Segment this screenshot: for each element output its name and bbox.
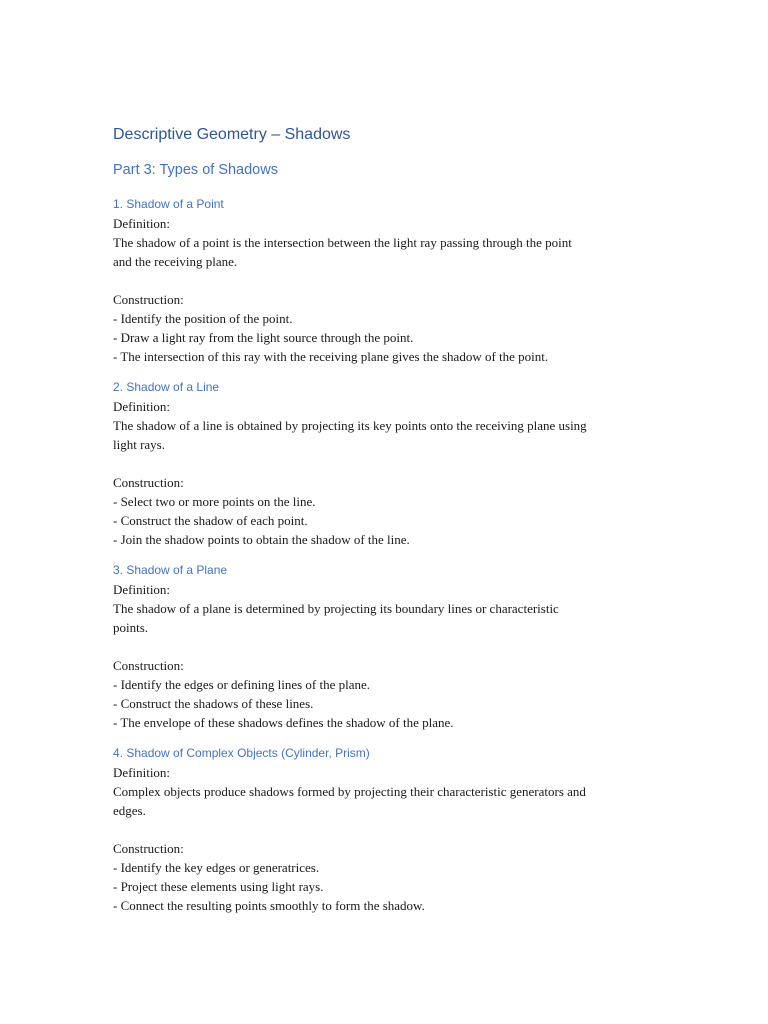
section-shadow-of-plane bbox=[113, 561, 658, 732]
paragraph-spacer bbox=[113, 820, 658, 839]
construction-step: - Identify the edges or defining lines of the plane. bbox=[113, 677, 371, 692]
section-heading: 4. Shadow of Complex Objects (Cylinder, Prism) bbox=[113, 746, 370, 760]
definition-text: The shadow of a point is the intersection between the light ray passing through the point bbox=[113, 235, 572, 250]
construction-label: Construction: bbox=[113, 658, 184, 673]
definition-label: Definition: bbox=[113, 765, 171, 780]
definition-text: and the receiving plane. bbox=[113, 254, 238, 269]
definition-text: Complex objects produce shadows formed by projecting their characteristic generators and bbox=[113, 784, 586, 799]
paragraph-spacer bbox=[113, 637, 658, 656]
construction-step: - Select two or more points on the line. bbox=[113, 494, 316, 509]
construction-step: - Construct the shadow of each point. bbox=[113, 513, 308, 528]
construction-label: Construction: bbox=[113, 475, 184, 490]
construction-step: - Connect the resulting points smoothly to form the shadow. bbox=[113, 898, 425, 913]
construction-step: - The intersection of this ray with the receiving plane gives the shadow of the point. bbox=[113, 349, 549, 364]
definition-text: points. bbox=[113, 620, 149, 635]
definition-label: Definition: bbox=[113, 399, 171, 414]
construction-step: - Project these elements using light rays. bbox=[113, 879, 324, 894]
definition-label: Definition: bbox=[113, 582, 171, 597]
construction-step: - Join the shadow points to obtain the shadow of the line. bbox=[113, 532, 410, 547]
definition-text: light rays. bbox=[113, 437, 165, 452]
section-shadow-of-line bbox=[113, 378, 658, 549]
definition-text: The shadow of a plane is determined by projecting its boundary lines or characteristic bbox=[113, 601, 559, 616]
document-page bbox=[113, 124, 658, 915]
definition-label: Definition: bbox=[113, 216, 171, 231]
construction-step: - Draw a light ray from the light source through the point. bbox=[113, 330, 414, 345]
definition-text: The shadow of a line is obtained by projecting its key points onto the receiving plane using bbox=[113, 418, 587, 433]
paragraph-spacer bbox=[113, 271, 658, 290]
section-heading: 2. Shadow of a Line bbox=[113, 380, 220, 394]
construction-step: - Construct the shadows of these lines. bbox=[113, 696, 314, 711]
section-heading: 1. Shadow of a Point bbox=[113, 197, 224, 211]
construction-step: - Identify the key edges or generatrices. bbox=[113, 860, 320, 875]
paragraph-spacer bbox=[113, 454, 658, 473]
document-title: Descriptive Geometry – Shadows bbox=[113, 126, 351, 143]
construction-label: Construction: bbox=[113, 841, 184, 856]
construction-label: Construction: bbox=[113, 292, 184, 307]
definition-text: edges. bbox=[113, 803, 146, 818]
document-subtitle: Part 3: Types of Shadows bbox=[113, 162, 278, 178]
construction-step: - Identify the position of the point. bbox=[113, 311, 293, 326]
section-shadow-of-point bbox=[113, 195, 658, 366]
section-heading: 3. Shadow of a Plane bbox=[113, 563, 228, 577]
construction-step: - The envelope of these shadows defines the shadow of the plane. bbox=[113, 715, 454, 730]
section-shadow-of-complex-objects bbox=[113, 744, 658, 915]
